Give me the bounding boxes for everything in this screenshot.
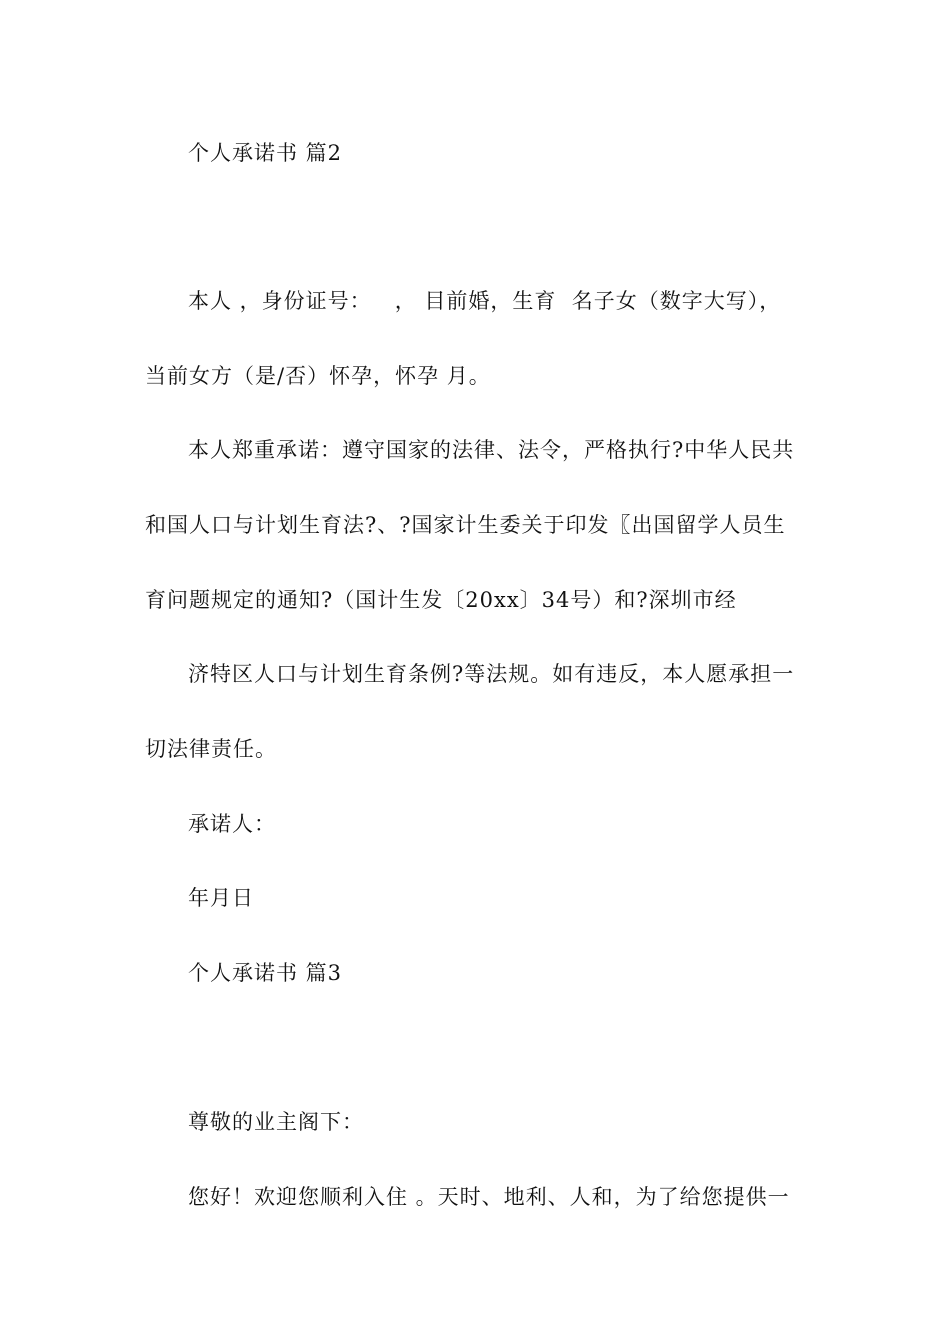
date-label: 年月日 <box>188 886 254 910</box>
paragraph-line: 育问题规定的通知?（国计生发〔20xx〕34号）和?深圳市经 <box>145 588 737 612</box>
paragraph-line: 切法律责任。 <box>145 737 277 761</box>
paragraph-line: 济特区人口与计划生育条例?等法规。如有违反，本人愿承担一 <box>188 662 795 686</box>
paragraph-line: 本人 ，身份证号： ， 目前婚，生育 名子女（数字大写）， <box>188 289 782 313</box>
section-heading: 个人承诺书 篇2 <box>188 141 343 165</box>
salutation: 尊敬的业主阁下： <box>188 1110 364 1134</box>
paragraph-line: 本人郑重承诺：遵守国家的法律、法令，严格执行?中华人民共 <box>188 438 795 462</box>
section-heading: 个人承诺书 篇3 <box>188 961 343 985</box>
paragraph-line: 您好！欢迎您顺利入住 。天时、地利、人和，为了给您提供一 <box>188 1185 790 1209</box>
signature-label: 承诺人： <box>188 812 276 836</box>
paragraph-line: 和国人口与计划生育法?、?国家计生委关于印发〖出国留学人员生 <box>145 513 786 537</box>
paragraph-line: 当前女方（是/否）怀孕，怀孕 月。 <box>145 364 491 388</box>
